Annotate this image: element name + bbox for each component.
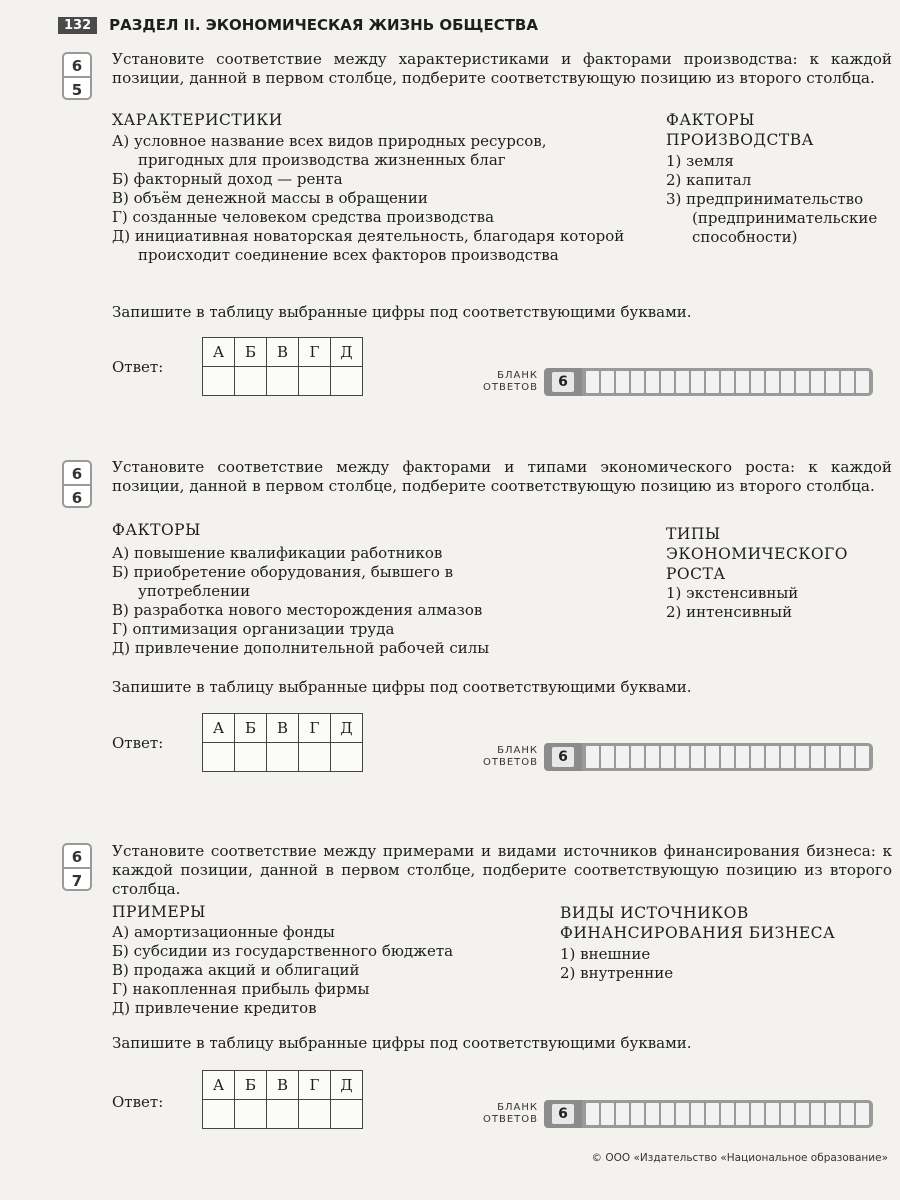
right-column-heading: ТИПЫ ЭКОНОМИЧЕСКОГО РОСТА [666, 525, 849, 583]
blank-label-line2: ОТВЕТОВ [483, 1114, 538, 1125]
task-number-badge [62, 843, 92, 891]
answer-label: Ответ: [112, 734, 164, 752]
list-item: В) объём денежной массы в обращении [112, 189, 428, 207]
letter-cell: В [267, 714, 299, 743]
right-column-items [666, 152, 891, 247]
badge-top: 6 [62, 460, 92, 484]
letter-cell: Б [235, 338, 267, 367]
letter-cell: Б [235, 714, 267, 743]
answer-sheet-cells[interactable] [582, 743, 873, 771]
answer-cell[interactable] [331, 1100, 363, 1129]
task-number-badge [62, 52, 92, 100]
answer-table [202, 713, 363, 772]
left-column-heading: ПРИМЕРЫ [112, 903, 206, 921]
answer-sheet-strip [474, 1100, 873, 1128]
list-item: В) продажа акций и облигаций [112, 961, 360, 979]
letter-cell: Д [331, 338, 363, 367]
task-number-badge [62, 460, 92, 508]
answer-cell[interactable] [299, 743, 331, 772]
letter-cell: Г [299, 714, 331, 743]
letter-cell: А [203, 1071, 235, 1100]
answer-cell[interactable] [203, 367, 235, 396]
answer-cell[interactable] [235, 367, 267, 396]
list-item: 2) интенсивный [666, 603, 793, 621]
list-item: 2) внутренние [560, 964, 674, 982]
letter-cell: В [267, 338, 299, 367]
instruction: Запишите в таблицу выбранные цифры под соответствующими буквами. [112, 678, 692, 696]
instruction: Запишите в таблицу выбранные цифры под соответствующими буквами. [112, 1034, 692, 1052]
answer-cell[interactable] [331, 367, 363, 396]
right-column-heading: ВИДЫ ИСТОЧНИКОВ ФИНАНСИРОВАНИЯ БИЗНЕСА [560, 904, 836, 942]
task-prompt: Установите соответствие между примерами и видами источников финансирования бизнеса: к каждой позиции, данной в первом столбце, подберите соответствующую позицию из второго столбца. [112, 842, 892, 898]
answer-sheet-number [544, 368, 582, 396]
answer-cell[interactable] [203, 1100, 235, 1129]
list-item: Г) накопленная прибыль фирмы [112, 980, 370, 998]
list-item: А) повышение квалификации работников [112, 544, 443, 562]
letter-cell: А [203, 338, 235, 367]
task-prompt: Установите соответствие между характеристиками и факторами производства: к каждой позиции, данной в первом столбце, подберите соответствующую позицию из второго столбца. [112, 50, 892, 87]
right-column-items [560, 945, 860, 983]
left-column-items [112, 923, 532, 1018]
list-item: 3) предпринимательство (предпринимательские способности) [666, 190, 878, 246]
answer-sheet-number [544, 1100, 582, 1128]
letter-cell: Д [331, 1071, 363, 1100]
list-item: В) разработка нового месторождения алмазов [112, 601, 483, 619]
list-item: Г) оптимизация организации труда [112, 620, 395, 638]
list-item: А) амортизационные фонды [112, 923, 335, 941]
answer-table [202, 1070, 363, 1129]
copyright-footer: © ООО «Издательство «Национальное образование» [591, 1152, 888, 1164]
answer-cell[interactable] [267, 743, 299, 772]
list-item: Б) факторный доход — рента [112, 170, 343, 188]
task-prompt: Установите соответствие между факторами и типами экономического роста: к каждой позиции, данной в первом столбце, подберите соответствующую позицию из второго столбца. [112, 458, 892, 495]
blank-label-line1: БЛАНК [497, 745, 538, 756]
list-item: А) условное название всех видов природных ресурсов, пригодных для производства жизненных благ [112, 132, 547, 169]
letter-cell: Г [299, 338, 331, 367]
letter-cell: Г [299, 1071, 331, 1100]
answer-cell[interactable] [203, 743, 235, 772]
answer-cell[interactable] [331, 743, 363, 772]
left-column-items [112, 544, 542, 658]
list-item: Г) созданные человеком средства производства [112, 208, 495, 226]
list-item: Д) привлечение кредитов [112, 999, 317, 1017]
instruction: Запишите в таблицу выбранные цифры под соответствующими буквами. [112, 303, 692, 321]
list-item: Б) приобретение оборудования, бывшего в употреблении [112, 563, 454, 600]
answer-sheet-cells[interactable] [582, 1100, 873, 1128]
badge-bottom: 7 [62, 867, 92, 891]
answer-table [202, 337, 363, 396]
list-item: 1) внешние [560, 945, 651, 963]
answer-cell[interactable] [235, 743, 267, 772]
blank-number: 6 [552, 747, 574, 767]
left-column-items [112, 132, 632, 265]
blank-label-line2: ОТВЕТОВ [483, 382, 538, 393]
answer-sheet-cells[interactable] [582, 368, 873, 396]
answer-sheet-strip [474, 743, 873, 771]
badge-top: 6 [62, 843, 92, 867]
right-column-items [666, 584, 891, 622]
answer-sheet-number [544, 743, 582, 771]
list-item: Д) привлечение дополнительной рабочей силы [112, 639, 490, 657]
badge-bottom: 5 [62, 76, 92, 100]
blank-number: 6 [552, 372, 574, 392]
blank-label-line1: БЛАНК [497, 370, 538, 381]
list-item: Б) субсидии из государственного бюджета [112, 942, 454, 960]
answer-sheet-label [474, 1102, 538, 1126]
answer-cell[interactable] [235, 1100, 267, 1129]
blank-label-line1: БЛАНК [497, 1102, 538, 1113]
answer-sheet-label [474, 745, 538, 769]
list-item: 1) земля [666, 152, 734, 170]
blank-number: 6 [552, 1104, 574, 1124]
section-title: РАЗДЕЛ II. ЭКОНОМИЧЕСКАЯ ЖИЗНЬ ОБЩЕСТВА [109, 16, 538, 34]
letter-cell: А [203, 714, 235, 743]
list-item: 1) экстенсивный [666, 584, 799, 602]
right-column-heading: ФАКТОРЫ ПРОИЗВОДСТВА [666, 111, 814, 149]
letter-cell: Д [331, 714, 363, 743]
answer-cell[interactable] [299, 1100, 331, 1129]
letter-cell: В [267, 1071, 299, 1100]
answer-cell[interactable] [267, 367, 299, 396]
answer-cell[interactable] [267, 1100, 299, 1129]
page-number: 132 [58, 17, 97, 34]
badge-bottom: 6 [62, 484, 92, 508]
answer-sheet-label [474, 370, 538, 394]
page-header [58, 14, 538, 36]
answer-cell[interactable] [299, 367, 331, 396]
answer-label: Ответ: [112, 358, 164, 376]
badge-top: 6 [62, 52, 92, 76]
left-column-heading: ХАРАКТЕРИСТИКИ [112, 111, 283, 129]
left-column-heading: ФАКТОРЫ [112, 521, 201, 539]
letter-cell: Б [235, 1071, 267, 1100]
answer-sheet-strip [474, 368, 873, 396]
blank-label-line2: ОТВЕТОВ [483, 757, 538, 768]
answer-label: Ответ: [112, 1093, 164, 1111]
list-item: Д) инициативная новаторская деятельность, благодаря которой происходит соединение всех факторов производства [112, 227, 625, 264]
list-item: 2) капитал [666, 171, 752, 189]
